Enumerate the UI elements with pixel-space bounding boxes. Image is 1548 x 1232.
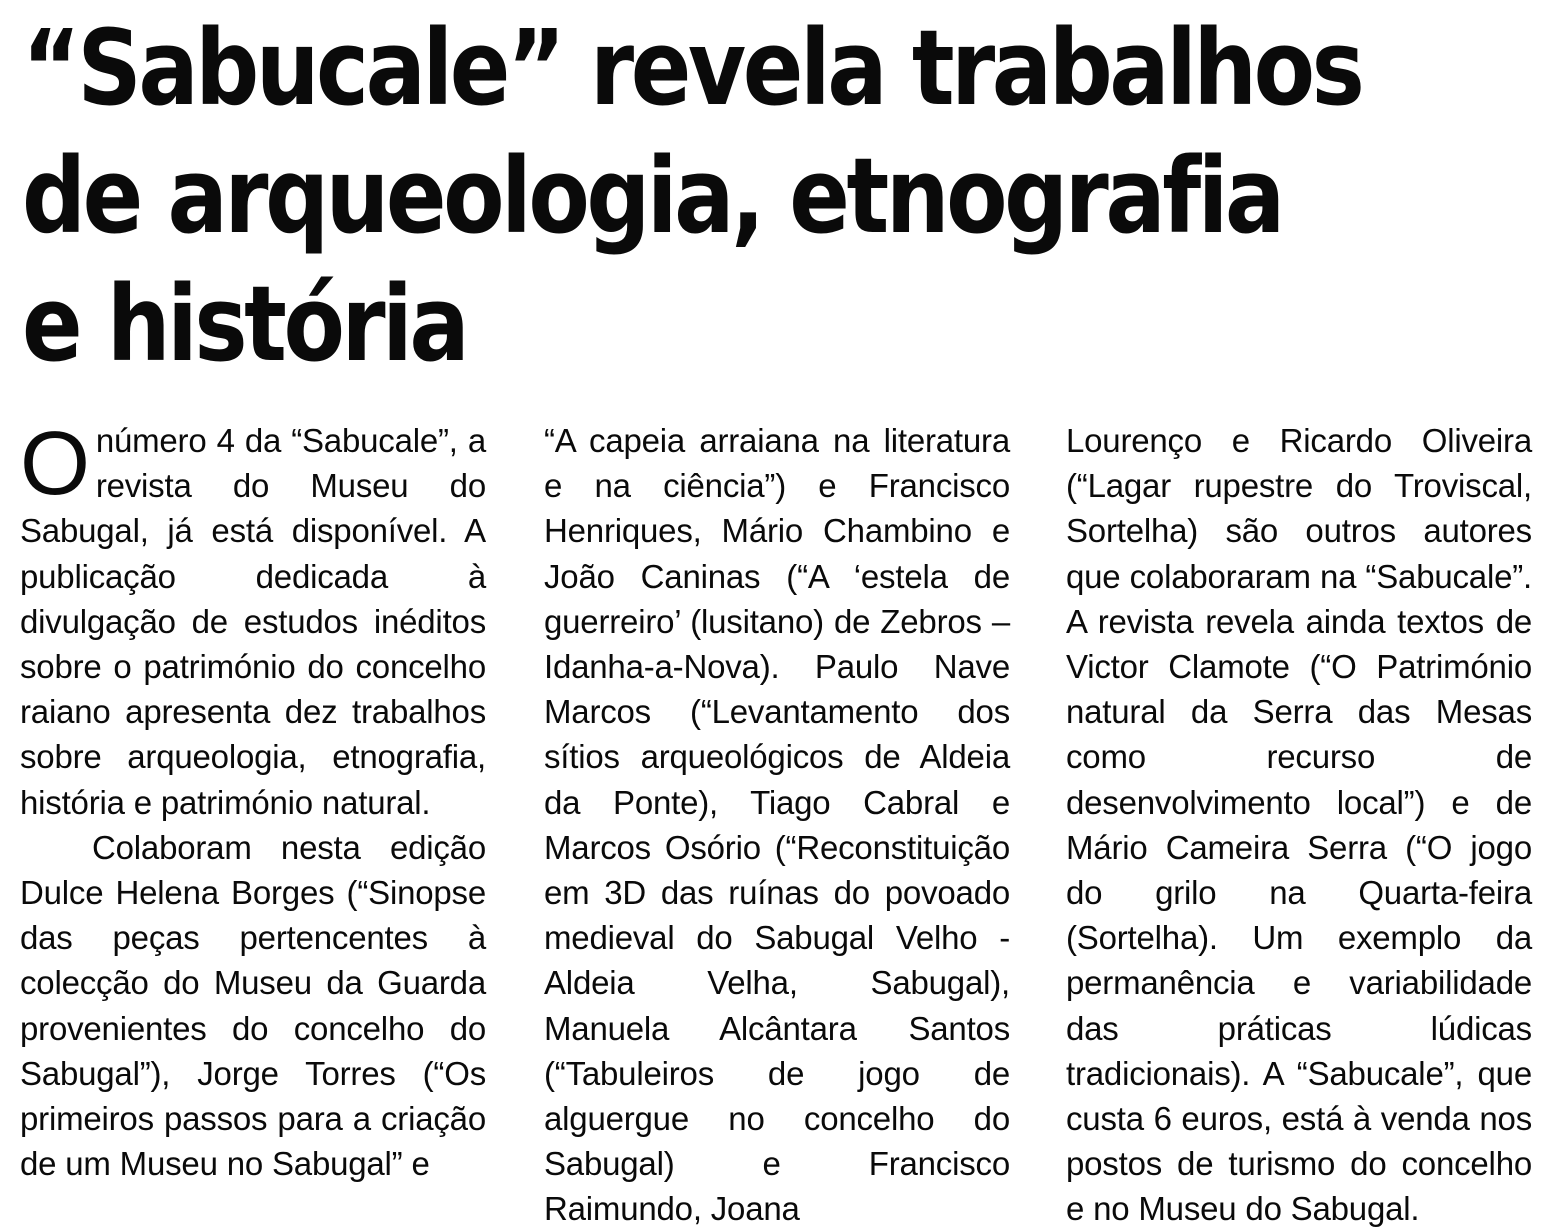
headline-line-1: “Sabucale” revela trabalhos — [22, 7, 1362, 129]
intro-paragraph — [20, 414, 486, 825]
intro-paragraph-text: número 4 da “Sabucale”, a revista do Museu do Sabugal, já está disponível. A publicação dedicada à divulgação de estudos inéditos sobre o património do concelho raiano apresenta dez trabalhos sobre arqueologia, etnografia, história e património natural. — [20, 422, 486, 821]
article-column-3 — [1066, 418, 1532, 1232]
headline-line-2: de arqueologia, etnografia — [22, 135, 1282, 257]
headline — [22, 4, 1362, 388]
drop-cap: O — [20, 414, 90, 514]
headline-line-3: e história — [22, 263, 467, 385]
column-2-text: “A capeia arraiana na literatura e na ciência”) e Francisco Henriques, Mário Chambino e João Caninas (“A ‘estela de guerreiro’ (lusitano) de Zebros – Idanha-a-Nova). Paulo Nave Marcos (“Levantamento dos sítios arqueológicos de Aldeia da Ponte), Tiago Cabral e Marcos Osório (“Reconstituição em 3D das ruínas do povoado medieval do Sabugal Velho - Aldeia Velha, Sabugal), Manuela Alcântara Santos (“Tabuleiros de jogo de alguergue no concelho do Sabugal) e Francisco Raimundo, Joana — [544, 422, 1010, 1228]
article-column-1 — [20, 414, 486, 1186]
column-3-text: Lourenço e Ricardo Oliveira (“Lagar rupestre do Troviscal, Sortelha) são outros autores que colaboraram na “Sabucale”. A revista revela ainda textos de Victor Clamote (“O Património natural da Serra das Mesas como recurso de desenvolvimento local”) e de Mário Cameira Serra (“O jogo do grilo na Quarta-feira (Sortelha). Um exemplo da permanência e variabilidade das práticas lúdicas tradicionais). A “Sabucale”, que custa 6 euros, está à venda nos postos de turismo do concelho e no Museu do Sabugal. — [1066, 422, 1532, 1228]
article-column-2 — [544, 418, 1010, 1232]
collaborators-paragraph: Colaboram nesta edição Dulce Helena Borges (“Sinopse das peças pertencentes à colecção do Museu da Guarda provenientes do concelho do Sabugal”), Jorge Torres (“Os primeiros passos para a criação de um Museu no Sabugal” e — [20, 828, 486, 1183]
